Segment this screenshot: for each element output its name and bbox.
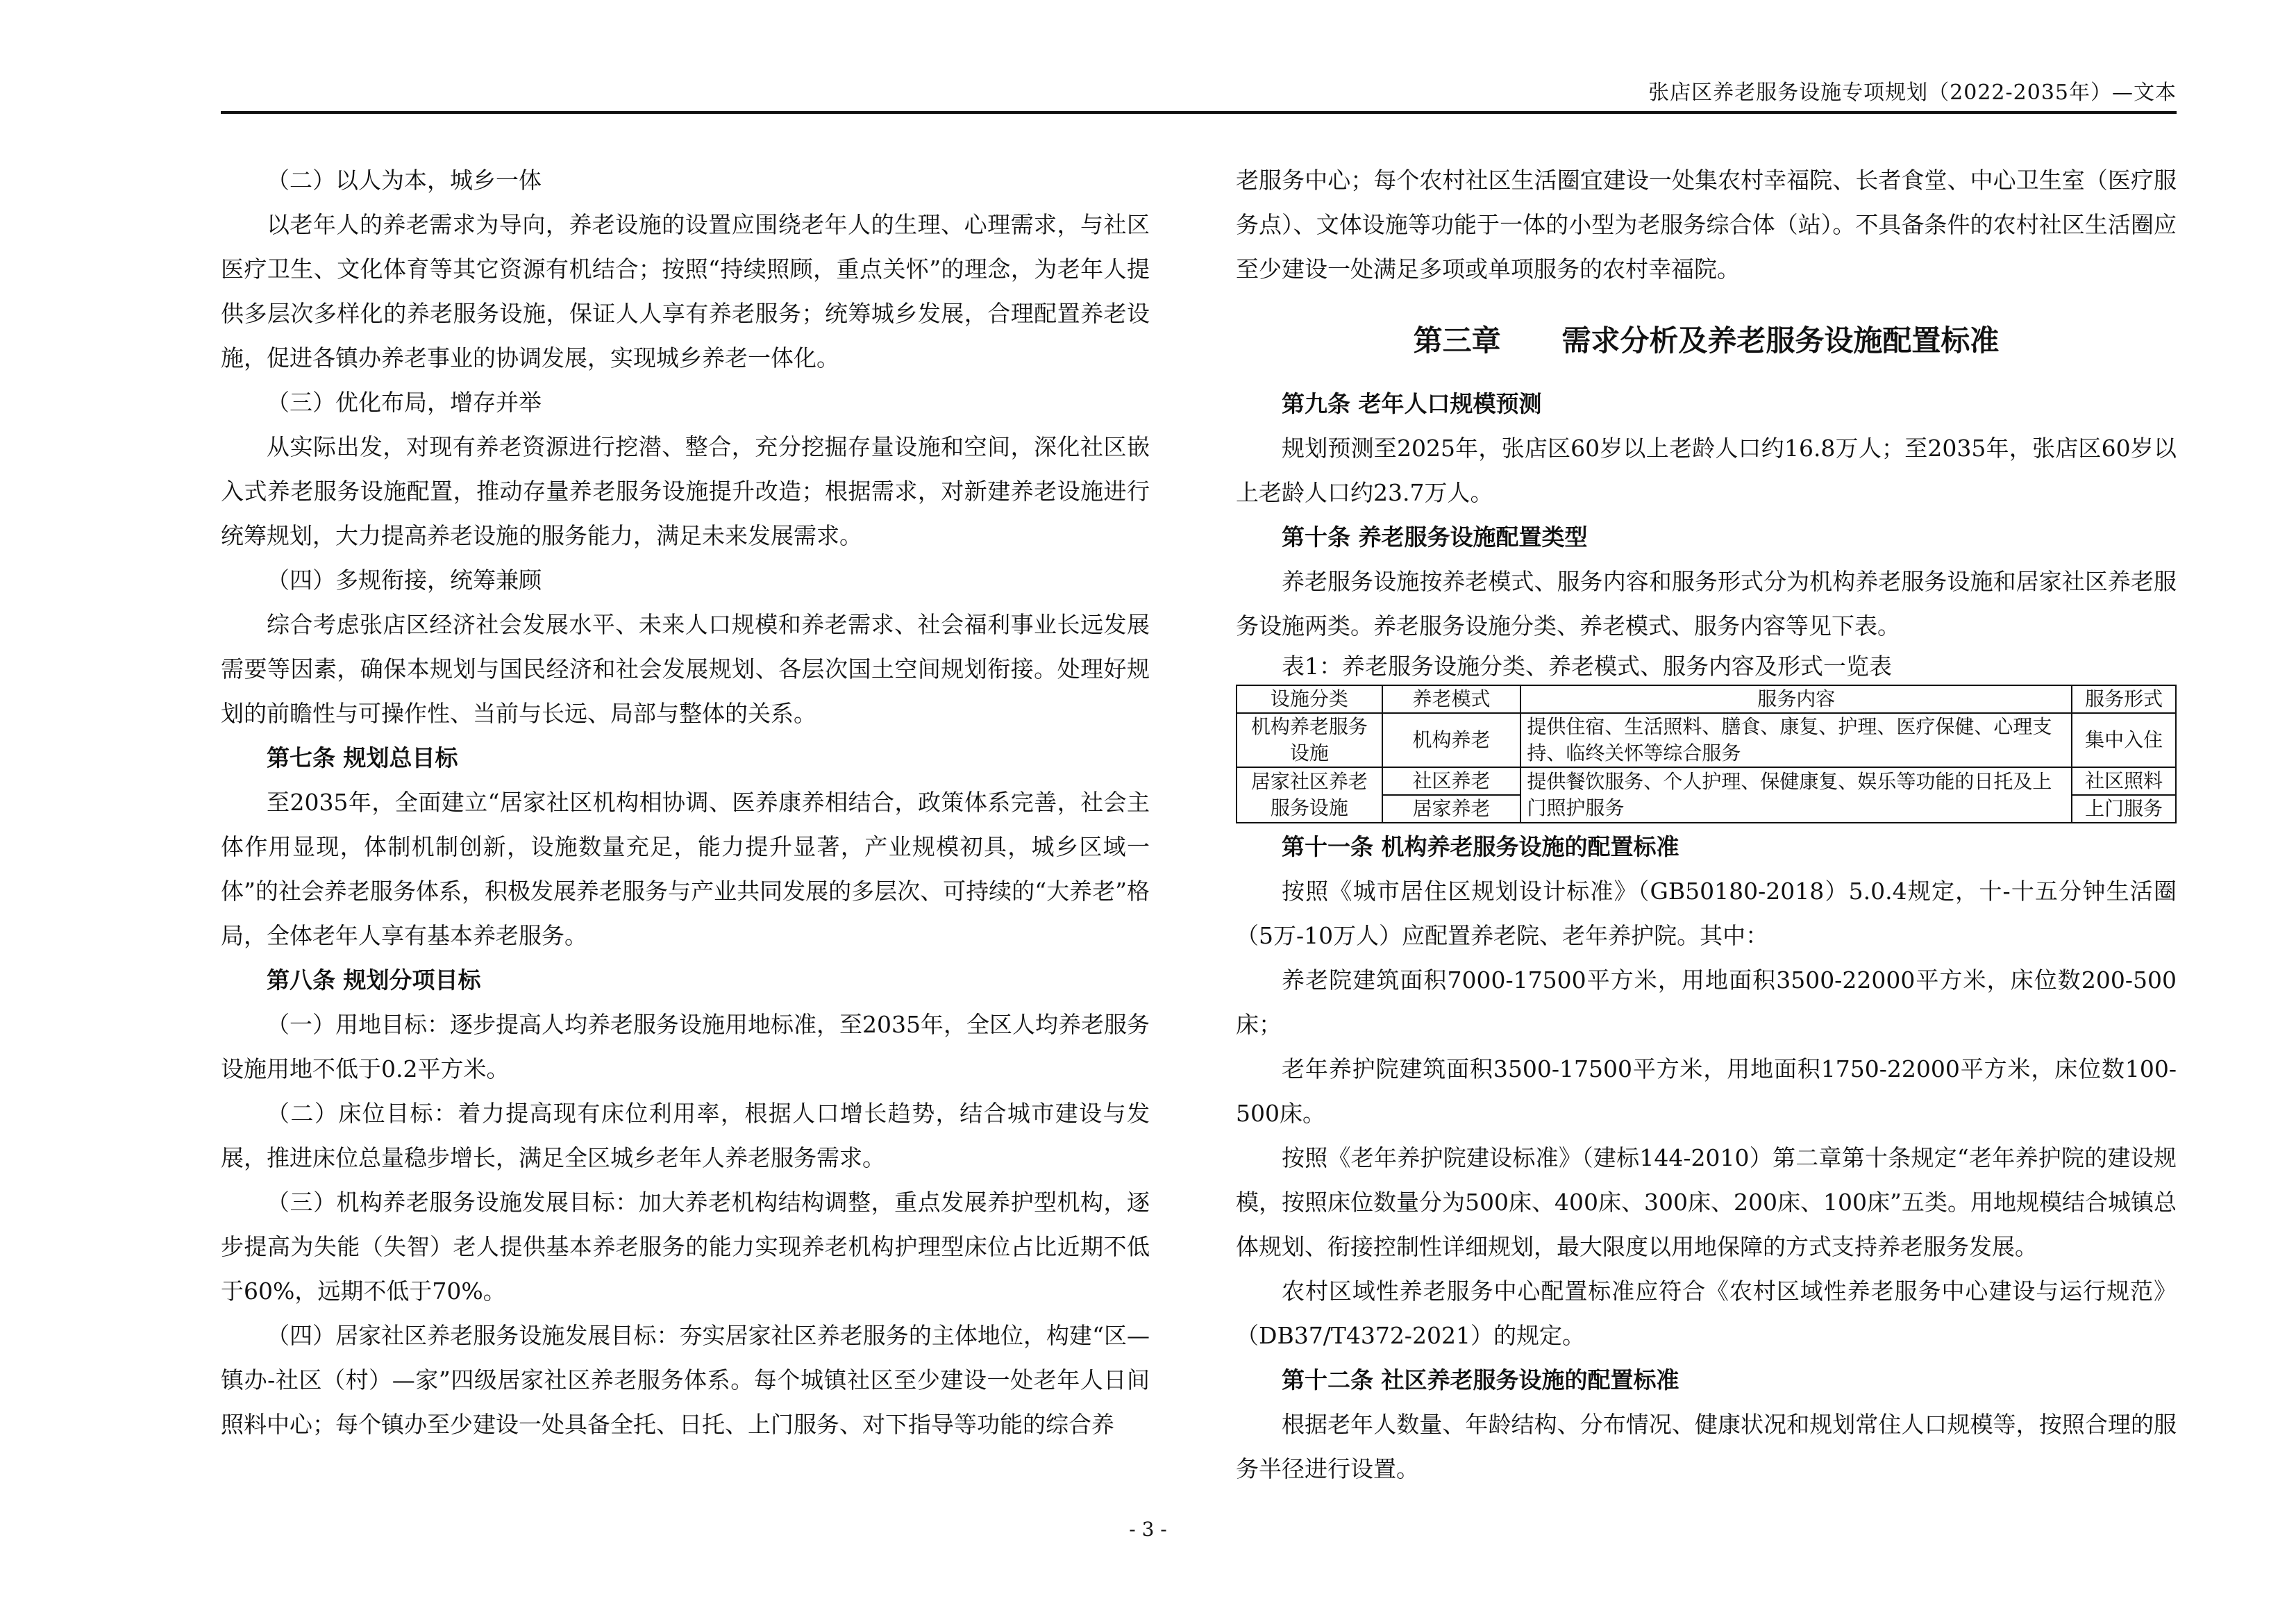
article-10-heading: 第十条 养老服务设施配置类型	[1282, 524, 1588, 551]
article-12-heading: 第十二条 社区养老服务设施的配置标准	[1282, 1366, 1679, 1393]
table-row	[1237, 767, 2176, 795]
table-cell: 社区养老	[1382, 767, 1521, 795]
article-11-heading: 第十一条 机构养老服务设施的配置标准	[1282, 833, 1679, 860]
facility-config-table	[1236, 685, 2177, 823]
table-cell: 居家社区养老服务设施	[1237, 767, 1382, 823]
table-header-cell: 服务内容	[1520, 685, 2072, 713]
community-target: （四）居家社区养老服务设施发展目标：夯实居家社区养老服务的主体地位，构建“区—镇办-社区（村）—家”四级居家社区养老服务体系。每个城镇社区至少建设一处老年人日间照料中心；每个镇办至少建设一处具备全托、日托、上门服务、对下指导等功能的综合养	[221, 1322, 1150, 1438]
table-cell: 提供住宿、生活照料、膳食、康复、护理、医疗保健、心理支持、临终关怀等综合服务	[1520, 713, 2072, 767]
article-8-heading: 第八条 规划分项目标	[267, 966, 481, 994]
chapter-3-title: 第三章 需求分析及养老服务设施配置标准	[1413, 324, 2000, 358]
bed-target: （二）床位目标：着力提高现有床位利用率，根据人口增长趋势，结合城市建设与发展，推进床位总量稳步增长，满足全区城乡老年人养老服务需求。	[221, 1100, 1150, 1171]
community-target-continued: 老服务中心；每个农村社区生活圈宜建设一处集农村幸福院、长者食堂、中心卫生室（医疗服务点）、文体设施等功能于一体的小型为老服务综合体（站）。不具备条件的农村社区生活圈应至少建设一处满足多项或单项服务的农村幸福院。	[1236, 167, 2177, 283]
article-11-body-1: 按照《城市居住区规划设计标准》（GB50180-2018）5.0.4规定，十-十五分钟生活圈（5万-10万人）应配置养老院、老年养护院。其中：	[1236, 878, 2177, 949]
right-column	[1236, 158, 2177, 1491]
article-11-body-2: 养老院建筑面积7000-17500平方米，用地面积3500-22000平方米，床位数200-500床；	[1236, 966, 2177, 1038]
table-caption: 表1：养老服务设施分类、养老模式、服务内容及形式一览表	[1282, 653, 1892, 680]
article-9-body: 规划预测至2025年，张店区60岁以上老龄人口约16.8万人；至2035年，张店区60岁以上老龄人口约23.7万人。	[1236, 435, 2177, 506]
article-11-body-4: 按照《老年养护院建设标准》（建标144-2010）第二章第十条规定“老年养护院的建设规模，按照床位数量分为500床、400床、300床、200床、100床”五类。用地规模结合城镇总体规划、衔接控制性详细规划，最大限度以用地保障的方式支持养老服务发展。	[1236, 1144, 2177, 1260]
page-number: - 3 -	[1129, 1518, 1167, 1541]
table-cell: 提供餐饮服务、个人护理、保健康复、娱乐等功能的日托及上门照护服务	[1520, 767, 2072, 823]
principle-4-heading: （四）多规衔接，统筹兼顾	[267, 567, 542, 594]
article-7-body: 至2035年，全面建立“居家社区机构相协调、医养康养相结合，政策体系完善，社会主体作用显现，体制机制创新，设施数量充足，能力提升显著，产业规模初具，城乡区域一体”的社会养老服务体系，积极发展养老服务与产业共同发展的多层次、可持续的“大养老”格局，全体老年人享有基本养老服务。	[221, 789, 1150, 949]
principle-3-body: 从实际出发，对现有养老资源进行挖潜、整合，充分挖掘存量设施和空间，深化社区嵌入式养老服务设施配置，推动存量养老服务设施提升改造；根据需求，对新建养老设施进行统筹规划，大力提高养老设施的服务能力，满足未来发展需求。	[221, 433, 1150, 549]
table-cell: 机构养老	[1382, 713, 1521, 767]
table-cell: 居家养老	[1382, 795, 1521, 823]
article-12-body: 根据老年人数量、年龄结构、分布情况、健康状况和规划常住人口规模等，按照合理的服务半径进行设置。	[1236, 1411, 2177, 1482]
table-header-cell: 养老模式	[1382, 685, 1521, 713]
article-11-body-3: 老年养护院建筑面积3500-17500平方米，用地面积1750-22000平方米，床位数100-500床。	[1236, 1055, 2177, 1127]
table-header-row	[1237, 685, 2176, 713]
institution-target: （三）机构养老服务设施发展目标：加大养老机构结构调整，重点发展养护型机构，逐步提高为失能（失智）老人提供基本养老服务的能力实现养老机构护理型床位占比近期不低于60%，远期不低于70%。	[221, 1189, 1150, 1305]
table-cell: 上门服务	[2072, 795, 2176, 823]
article-9-heading: 第九条 老年人口规模预测	[1282, 390, 1542, 417]
table-cell: 集中入住	[2072, 713, 2176, 767]
left-column	[221, 158, 1150, 1447]
principle-2-body: 以老年人的养老需求为导向，养老设施的设置应围绕老年人的生理、心理需求，与社区医疗卫生、文化体育等其它资源有机结合；按照“持续照顾，重点关怀”的理念，为老年人提供多层次多样化的养老服务设施，保证人人享有养老服务；统筹城乡发展，合理配置养老设施，促进各镇办养老事业的协调发展，实现城乡养老一体化。	[221, 211, 1150, 371]
principle-4-body: 综合考虑张店区经济社会发展水平、未来人口规模和养老需求、社会福利事业长远发展需要等因素，确保本规划与国民经济和社会发展规划、各层次国土空间规划衔接。处理好规划的前瞻性与可操作性、当前与长远、局部与整体的关系。	[221, 611, 1150, 727]
table-header-cell: 服务形式	[2072, 685, 2176, 713]
article-11-body-5: 农村区域性养老服务中心配置标准应符合《农村区域性养老服务中心建设与运行规范》（DB37/T4372-2021）的规定。	[1236, 1278, 2177, 1349]
principle-3-heading: （三）优化布局，增存并举	[267, 389, 542, 416]
table-cell: 机构养老服务设施	[1237, 713, 1382, 767]
page-header	[221, 72, 2177, 114]
table-cell: 社区照料	[2072, 767, 2176, 795]
table-header-cell: 设施分类	[1237, 685, 1382, 713]
article-10-body: 养老服务设施按养老模式、服务内容和服务形式分为机构养老服务设施和居家社区养老服务设施两类。养老服务设施分类、养老模式、服务内容等见下表。	[1236, 568, 2177, 639]
article-7-heading: 第七条 规划总目标	[267, 744, 458, 771]
land-target: （一）用地目标：逐步提高人均养老服务设施用地标准，至2035年，全区人均养老服务设施用地不低于0.2平方米。	[221, 1011, 1150, 1082]
header-title: 张店区养老服务设施专项规划（2022-2035年）—文本	[1648, 81, 2177, 105]
principle-2-heading: （二）以人为本，城乡一体	[267, 167, 542, 194]
table-row	[1237, 713, 2176, 767]
